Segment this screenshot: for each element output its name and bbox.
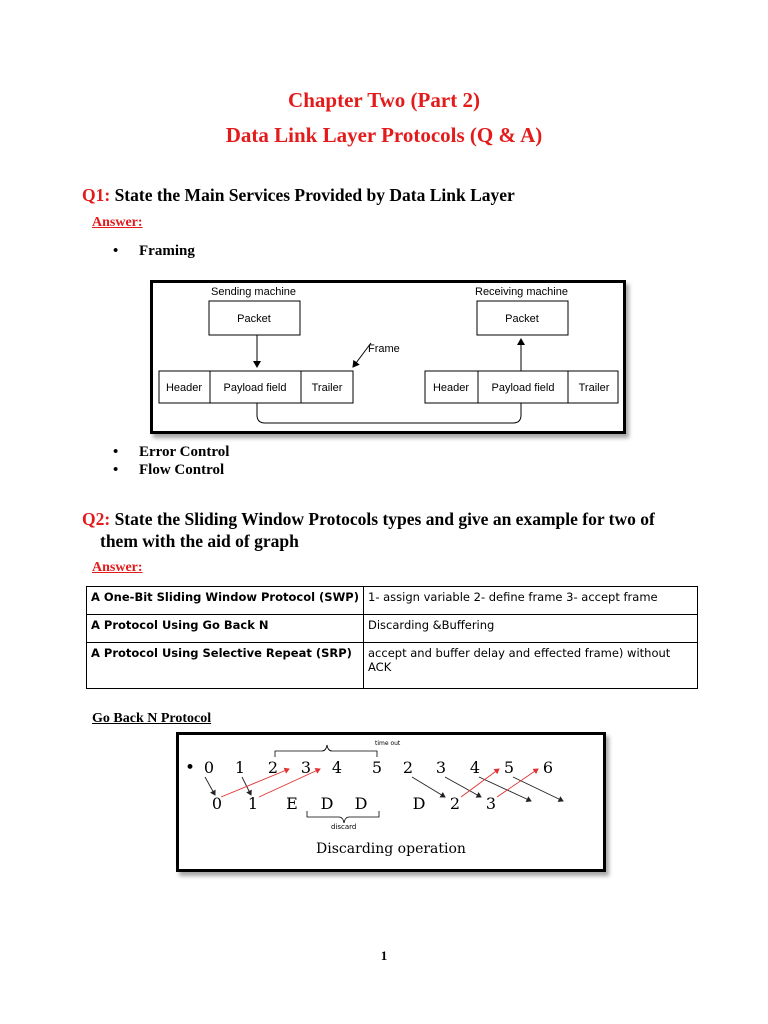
discard-label: discard xyxy=(331,823,357,831)
sequence-bullet: • xyxy=(185,758,196,778)
question-1-text: State the Main Services Provided by Data Link Layer xyxy=(114,185,515,205)
send-arrow xyxy=(242,777,251,795)
received-frame-symbol: D xyxy=(354,794,368,813)
receiving-header: Header xyxy=(432,382,470,394)
sent-frame-number: 5 xyxy=(503,758,515,777)
discarding-caption: Discarding operation xyxy=(316,841,466,857)
sending-machine-label: Sending machine xyxy=(211,286,297,298)
go-back-n-figure xyxy=(176,732,606,872)
service-framing: • Framing xyxy=(113,243,195,259)
framing-diagram xyxy=(153,283,623,431)
sending-header: Header xyxy=(165,382,203,394)
question-2-text-line1: State the Sliding Window Protocols types and give an example for two of xyxy=(114,509,655,529)
sent-frame-number: 1 xyxy=(234,758,246,777)
sent-frame-number: 6 xyxy=(542,758,554,777)
sent-frame-number: 3 xyxy=(435,758,447,777)
received-frame-symbol: 3 xyxy=(485,794,497,813)
sending-payload: Payload field xyxy=(223,382,287,394)
go-back-n-heading: Go Back N Protocol xyxy=(92,711,212,726)
bullet-icon: • xyxy=(113,243,119,259)
question-2 xyxy=(82,508,722,552)
service-flow-control: • Flow Control xyxy=(113,462,225,478)
answer-2-label: Answer: xyxy=(92,560,143,575)
table-cell: Discarding &Buffering xyxy=(364,615,698,643)
received-frame-symbol: E xyxy=(286,794,298,813)
question-2-text-line2: them with the aid of graph xyxy=(100,531,299,551)
framing-figure xyxy=(150,280,626,434)
time-out-brace xyxy=(275,745,377,757)
sent-frame-number: 5 xyxy=(371,758,383,777)
sent-frame-number: 4 xyxy=(469,758,481,777)
receiving-trailer: Trailer xyxy=(578,382,610,394)
table-row xyxy=(87,615,698,643)
receiving-packet-label: Packet xyxy=(505,313,539,325)
frame-label: Frame xyxy=(368,343,400,355)
received-frame-symbol: D xyxy=(412,794,426,813)
answer-1-label: Answer: xyxy=(92,215,143,230)
discard-brace xyxy=(307,811,379,823)
sending-packet-label: Packet xyxy=(237,313,271,325)
question-1 xyxy=(82,184,515,206)
table-row xyxy=(87,643,698,689)
sending-trailer: Trailer xyxy=(311,382,343,394)
time-out-label: time out xyxy=(375,740,401,747)
table-cell: A One-Bit Sliding Window Protocol (SWP) xyxy=(87,587,364,615)
page-number: 1 xyxy=(380,948,388,963)
question-2-label: Q2: xyxy=(82,509,111,529)
sent-frame-number: 4 xyxy=(331,758,343,777)
sent-frame-number: 2 xyxy=(267,758,279,777)
received-frame-symbol: 1 xyxy=(247,794,259,813)
table-cell: accept and buffer delay and effected frame) without ACK xyxy=(364,643,698,689)
received-frames-row xyxy=(212,794,496,813)
received-frame-symbol: 2 xyxy=(449,794,461,813)
transmission-line xyxy=(257,403,521,423)
sent-frame-number: 0 xyxy=(203,758,215,777)
send-arrow xyxy=(205,777,215,795)
table-cell: 1- assign variable 2- define frame 3- accept frame xyxy=(364,587,698,615)
go-back-n-diagram xyxy=(179,735,603,869)
bullet-icon: • xyxy=(113,444,119,460)
question-1-label: Q1: xyxy=(82,185,111,205)
document-title: Data Link Layer Protocols (Q & A) xyxy=(225,123,543,147)
bullet-icon: • xyxy=(113,462,119,478)
table-row xyxy=(87,587,698,615)
sent-frame-number: 3 xyxy=(300,758,312,777)
receiving-machine-label: Receiving machine xyxy=(475,286,568,298)
protocols-table xyxy=(86,586,698,689)
service-error-control: • Error Control xyxy=(113,444,230,460)
sent-frame-number: 2 xyxy=(402,758,414,777)
chapter-title: Chapter Two (Part 2) xyxy=(288,88,480,112)
receiving-payload: Payload field xyxy=(491,382,555,394)
received-frame-symbol: 0 xyxy=(211,794,223,813)
received-frame-symbol: D xyxy=(320,794,334,813)
ack-arrow xyxy=(221,769,289,797)
table-cell: A Protocol Using Selective Repeat (SRP) xyxy=(87,643,364,689)
sent-frames-row xyxy=(204,758,553,777)
frame-pointer-arrow xyxy=(353,343,371,367)
table-cell: A Protocol Using Go Back N xyxy=(87,615,364,643)
